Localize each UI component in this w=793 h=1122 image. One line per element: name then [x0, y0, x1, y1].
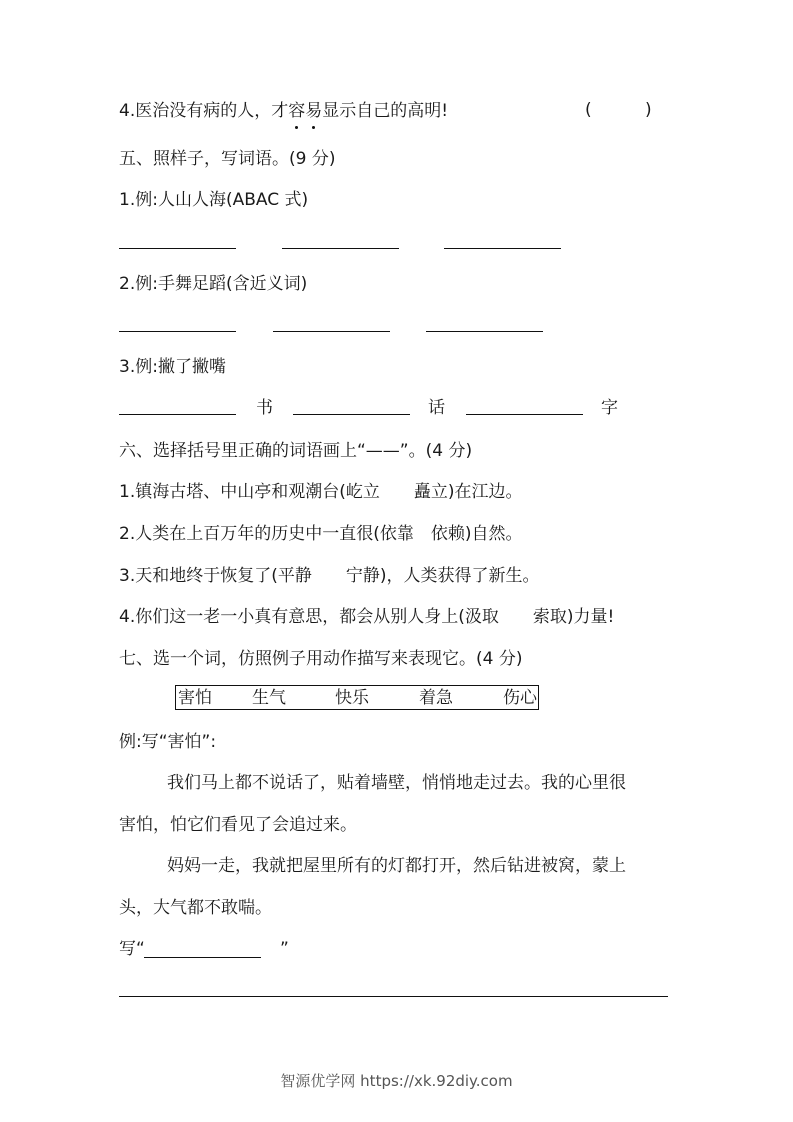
- answer-blank-3-2[interactable]: [293, 414, 410, 415]
- answer-blank-3-3[interactable]: [466, 414, 583, 415]
- answer-blank-2-3[interactable]: [426, 331, 543, 332]
- example-para2-line1: 妈妈一走，我就把屋里所有的灯都打开，然后钻进被窝，蒙上: [167, 856, 626, 876]
- option-zhaoji[interactable]: 着急: [419, 688, 453, 708]
- section5-item1: 1.例:人山人海(ABAC 式): [119, 190, 309, 210]
- option-haipa[interactable]: 害怕: [178, 688, 212, 708]
- section5-title: 五、照样子，写词语。(9 分): [119, 149, 336, 169]
- section5-item3: 3.例:撇了撇嘴: [119, 357, 226, 377]
- example-para1-line2: 害怕，怕它们看见了会追过来。: [119, 815, 357, 835]
- section6-title: 六、选择括号里正确的词语画上“——”。(4 分): [119, 441, 473, 461]
- section7-title: 七、选一个词，仿照例子用动作描写来表现它。(4 分): [119, 649, 523, 669]
- option-shengqi[interactable]: 生气: [252, 688, 286, 708]
- emphasis-char-1: 容: [288, 101, 306, 121]
- answer-paren-open: (: [585, 100, 592, 120]
- q4-statement: 4.医治没有病的人，才容易显示自己的高明!: [119, 101, 449, 121]
- answer-blank-3-1[interactable]: [119, 414, 236, 415]
- example-label: 例:写“害怕”:: [119, 732, 217, 752]
- word-hua: 话: [428, 398, 445, 418]
- chosen-word-blank[interactable]: [144, 957, 261, 958]
- answer-blank-2-1[interactable]: [119, 331, 236, 332]
- emphasis-char-2: 易: [305, 101, 323, 121]
- option-shangxin[interactable]: 伤心: [503, 688, 537, 708]
- section6-item1: 1.镇海古塔、中山亭和观潮台(屹立 矗立)在江边。: [119, 482, 523, 502]
- word-options-box: [175, 685, 539, 710]
- word-shu: 书: [256, 398, 273, 418]
- answer-blank-1-1[interactable]: [119, 248, 236, 249]
- answer-blank-1-3[interactable]: [444, 248, 561, 249]
- section6-item2: 2.人类在上百万年的历史中一直很(依靠 依赖)自然。: [119, 524, 523, 544]
- footer-watermark: 智源优学网 https://xk.92diy.com: [280, 1072, 513, 1090]
- write-prompt: 写“: [119, 939, 145, 959]
- section6-item3: 3.天和地终于恢复了(平静 宁静)，人类获得了新生。: [119, 566, 540, 586]
- writing-answer-line[interactable]: [119, 996, 668, 997]
- option-kuaile[interactable]: 快乐: [335, 688, 369, 708]
- answer-blank-2-2[interactable]: [273, 331, 390, 332]
- answer-paren-close: ): [645, 100, 652, 120]
- section6-item4: 4.你们这一老一小真有意思，都会从别人身上(汲取 索取)力量!: [119, 607, 615, 627]
- write-quote-close: ”: [280, 939, 289, 959]
- word-zi: 字: [601, 398, 618, 418]
- answer-blank-1-2[interactable]: [282, 248, 399, 249]
- example-para1-line1: 我们马上都不说话了，贴着墙壁，悄悄地走过去。我的心里很: [167, 773, 626, 793]
- example-para2-line2: 头，大气都不敢喘。: [119, 898, 272, 918]
- section5-item2: 2.例:手舞足蹈(含近义词): [119, 274, 308, 294]
